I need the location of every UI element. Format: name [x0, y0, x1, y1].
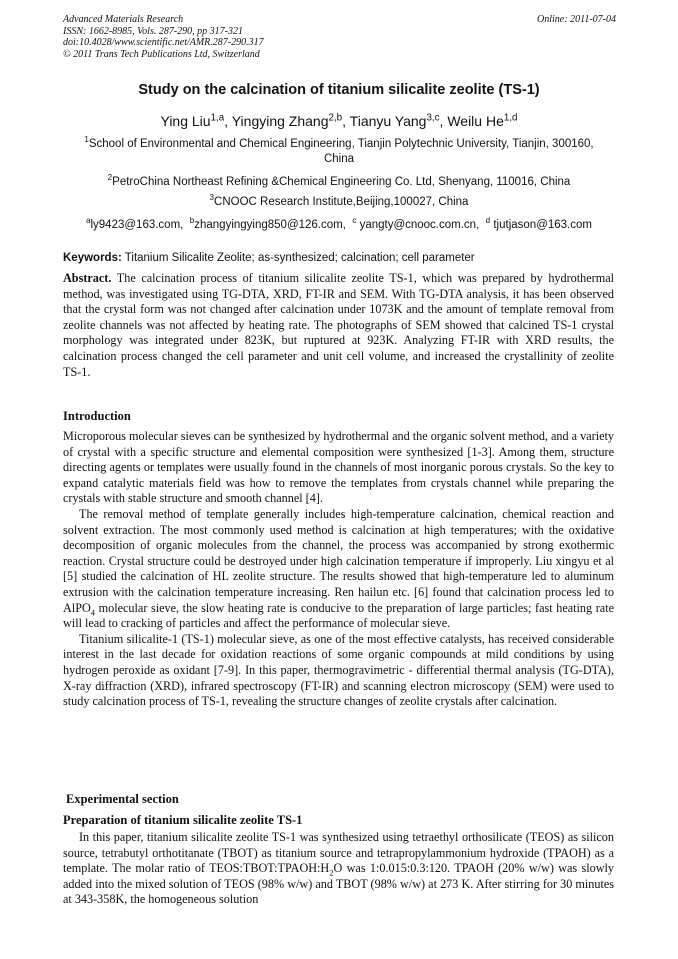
copyright: © 2011 Trans Tech Publications Ltd, Switzerland	[63, 48, 260, 60]
paragraph: Microporous molecular sieves can be synthesized by hydrothermal and the organic solvent method, and a variety of crystal with a specific structure and elemental composition were synthesized [1-3]. Among them, structure directing agents or templates were usually found in the channels of most inorganic porous crystals. So the key to expand catalytic materials field was how to remove the templates from crystals channel while preparing the crystals with stable structure and smooth channel [4].	[63, 429, 614, 506]
affiliation	[70, 195, 608, 210]
issn: ISSN: 1662-8985, Vols. 287-290, pp 317-321	[63, 25, 243, 37]
doi: doi:10.4028/www.scientific.net/AMR.287-290.317	[63, 37, 264, 48]
email-sup: c	[352, 216, 357, 226]
author-list: Ying Liu$^{1,a}$, Yingying Zhang$^{2,b}$, Tianyu Yang$^{3,c}$, Weilu He$^{1,d}$	[160, 112, 518, 129]
keywords-label: Keywords:	[63, 252, 122, 264]
author: Yingying Zhang	[231, 113, 329, 129]
text-span: O was 1:0.015:0.3:120. TPAOH (20% w/w) was slowly added into the mixed solution of TEOS (98% w/w) and TBOT (98% w/w) at 273 K. After stirring for 30 minutes at 343-358K, the homogeneous solution	[63, 861, 614, 907]
author-sup: 1,a	[210, 112, 225, 124]
abstract-text: The calcination process of titanium silicalite zeolite TS-1, which was prepared by hydrothermal method, was investigated using TG-DTA, XRD, FT-IR and SEM. With TG-DTA analysis, it has been observed that the crystal form was not changed after calcination under 1073K and the amount of template removal from zeolite channels was not affected by heating rate. The photographs of SEM showed that calcined TS-1 crystal morphology was integrated under 823K, but ruptured at 923K. Analyzing FT-IR with XRD results, the calcination process changed the cell parameter and unit cell volume, and increased the crystallinity of zeolite TS-1.	[63, 271, 614, 379]
affiliation	[70, 175, 608, 190]
section-heading-introduction: Introduction	[63, 409, 131, 423]
affiliation-sup: 3	[209, 193, 215, 203]
affiliation-sup: 1	[84, 135, 89, 145]
author-sup: 3,c	[426, 112, 440, 124]
affiliation-sup: 2	[107, 173, 113, 183]
subscript: 2	[329, 867, 334, 878]
paragraph	[63, 507, 614, 632]
email-sup: b	[189, 216, 195, 226]
author: Weilu He	[447, 113, 504, 129]
author: Tianyu Yang	[349, 113, 427, 129]
journal-name: Advanced Materials Research	[63, 14, 184, 25]
affiliation-text: School of Environmental and Chemical Engineering, Tianjin Polytechnic University, Tianjin, 300160, China	[88, 138, 594, 165]
email[interactable]: zhangyingying850@126.com	[194, 219, 343, 231]
abstract-label: Abstract.	[63, 271, 112, 285]
keywords-text: Titanium Silicalite Zeolite; as-synthesized; calcination; cell parameter	[124, 252, 475, 264]
preparation-body	[63, 830, 614, 908]
email[interactable]: tjutjason@163.com	[493, 219, 592, 231]
text-span: In this paper, titanium silicalite zeolite TS-1 was synthesized using tetraethyl orthosilicate (TEOS) as silicon source, tetrabutyl orthotitanate (TBOT) as titanium source and tetrapropylammonium hydroxide (TPAOH) as a template. The molar ratio of TEOS:TBOT:TPAOH:H	[63, 830, 614, 876]
text-span: molecular sieve, the slow heating rate is conducive to the preparation of large particles; fast heating rate will lead to cracking of particles and affect the performance of molecular sieve.	[63, 600, 614, 631]
keywords	[63, 252, 475, 264]
email[interactable]: yangty@cnooc.com.cn	[359, 219, 477, 231]
journal-header	[63, 14, 264, 60]
subscript: 4	[90, 606, 96, 617]
text-span: The removal method of template generally includes high-temperature calcination, chemical reaction and solvent extraction. The most commonly used method is calcination at high temperatures; with the oxidative decomposition of organic molecules from the channel, the process was accompanied by strong exothermic reaction. Crystal structure could be destroyed under high calcination temperature if improperly. Liu xingyu et al [5] studied the calcination of HL zeolite structure. The results showed that high-temperature led to aluminum extrusion with the calcination temperature increasing. Ren hailun etc. [6] found that calcination process led to AlPO	[63, 506, 614, 615]
affiliation-text: PetroChina Northeast Refining &Chemical Engineering Co. Ltd, Shenyang, 110016, China	[112, 176, 571, 188]
author: Ying Liu	[160, 113, 211, 129]
author-sup: 2,b	[328, 112, 343, 124]
email-sup: d	[485, 216, 491, 226]
subsection-heading-preparation: Preparation of titanium silicalite zeolite TS-1	[63, 813, 303, 827]
online-date: Online: 2011-07-04	[537, 14, 616, 25]
introduction-body	[63, 429, 614, 710]
paragraph: Titanium silicalite-1 (TS-1) molecular sieve, as one of the most effective catalysts, has received considerable interest in the last decade for oxidation reactions of some organic compounds at mild conditions by using hydrogen peroxide as oxidant [7-9]. In this paper, thermogravimetric - differential thermal analysis (TG-DTA), X-ray diffraction (XRD), infrared spectroscopy (FT-IR) and scanning electron microscopy (SEM) were used to study calcination process of TS-1, revealing the structure changes of zeolite crystals after calcination.	[63, 631, 614, 709]
email-list: $^a$ly9423@163.com, $^b$zhangyingying850@126.com, $^c$ yangty@cnooc.com.cn, $^d$ tjutjason@163.com	[86, 216, 592, 231]
paper-title: Study on the calcination of titanium silicalite zeolite (TS-1)	[138, 82, 540, 98]
author-sup: 1,d	[503, 112, 518, 124]
abstract	[63, 271, 614, 380]
affiliation-text: CNOOC Research Institute,Beijing,100027, China	[214, 196, 469, 208]
email[interactable]: ly9423@163.com	[90, 219, 181, 231]
affiliation	[70, 137, 608, 167]
section-heading-experimental: Experimental section	[66, 792, 179, 806]
paragraph	[63, 830, 614, 908]
email-sup: a	[86, 216, 91, 226]
